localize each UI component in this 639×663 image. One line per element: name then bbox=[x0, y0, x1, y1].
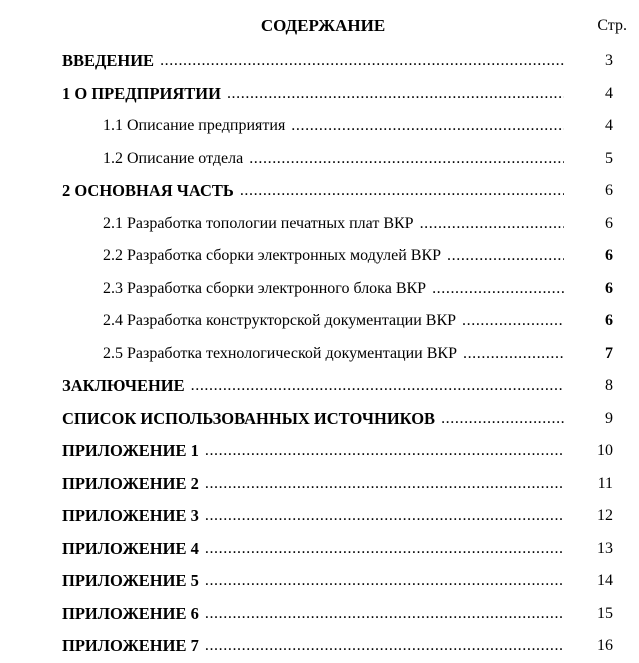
toc-entry-page: 5 bbox=[605, 149, 613, 167]
toc-header bbox=[0, 14, 639, 38]
toc-entry-page: 15 bbox=[597, 604, 613, 622]
toc-leader-dots bbox=[227, 84, 564, 104]
toc-entry bbox=[0, 533, 639, 566]
toc-leader-dots bbox=[205, 636, 564, 656]
toc-leader-dots bbox=[160, 51, 564, 71]
toc-entry-label: ВВЕДЕНИЕ bbox=[62, 51, 155, 71]
toc-entry-page: 4 bbox=[605, 117, 613, 135]
toc-entry-label: ЗАКЛЮЧЕНИЕ bbox=[62, 376, 185, 396]
toc-entry-label: 2.4 Разработка конструкторской документации ВКР bbox=[103, 312, 457, 330]
toc-entry-label: 1 О ПРЕДПРИЯТИИ bbox=[62, 83, 221, 103]
toc-entry bbox=[0, 468, 639, 501]
toc-entry bbox=[0, 208, 639, 241]
toc-leader-dots bbox=[205, 506, 564, 526]
toc-entry bbox=[0, 305, 639, 338]
toc-entry-label: ПРИЛОЖЕНИЕ 4 bbox=[62, 538, 199, 558]
toc-entry-page: 3 bbox=[605, 52, 613, 70]
toc-leader-dots bbox=[291, 116, 564, 136]
toc-leader-dots bbox=[420, 214, 564, 234]
toc-entry bbox=[0, 370, 639, 403]
toc-entry-page: 9 bbox=[605, 409, 613, 427]
toc-entry bbox=[0, 110, 639, 143]
toc-entry-page: 11 bbox=[597, 474, 613, 492]
toc-entry bbox=[0, 565, 639, 598]
toc-leader-dots bbox=[205, 441, 564, 461]
toc-leader-dots bbox=[205, 474, 564, 494]
toc-entry-label: 2.3 Разработка сборки электронного блока ВКР bbox=[103, 279, 427, 297]
toc-entry-page: 7 bbox=[605, 344, 613, 362]
toc-leader-dots bbox=[191, 376, 564, 396]
toc-leader-dots bbox=[205, 604, 564, 624]
toc-entry-label: ПРИЛОЖЕНИЕ 3 bbox=[62, 506, 199, 526]
toc-entry-page: 13 bbox=[597, 539, 613, 557]
page-column-label: Стр. bbox=[597, 17, 627, 34]
toc-entry-label: 2.2 Разработка сборки электронных модулей ВКР bbox=[103, 247, 442, 265]
toc-entry-page: 8 bbox=[605, 377, 613, 395]
toc-entry bbox=[0, 435, 639, 468]
toc-entry bbox=[0, 273, 639, 306]
toc-entry bbox=[0, 175, 639, 208]
toc-entry-page: 4 bbox=[605, 84, 613, 102]
toc-entry-label: ПРИЛОЖЕНИЕ 1 bbox=[62, 441, 199, 461]
toc-entry-label: 2.5 Разработка технологической документации ВКР bbox=[103, 344, 457, 362]
toc-entry-label: ПРИЛОЖЕНИЕ 2 bbox=[62, 473, 199, 493]
toc-title: СОДЕРЖАНИЕ bbox=[260, 16, 386, 35]
toc-entry bbox=[0, 78, 639, 111]
toc-leader-dots bbox=[432, 279, 564, 299]
toc-entry-page: 10 bbox=[597, 442, 613, 460]
toc-leader-dots bbox=[205, 539, 564, 559]
toc-entry bbox=[0, 143, 639, 176]
toc-entry bbox=[0, 338, 639, 371]
toc-leader-dots bbox=[240, 181, 564, 201]
toc-list bbox=[0, 45, 639, 663]
toc-entry-page: 14 bbox=[597, 572, 613, 590]
toc-entry-label: 2 ОСНОВНАЯ ЧАСТЬ bbox=[62, 181, 234, 201]
toc-entry-page: 6 bbox=[605, 312, 613, 330]
toc-entry bbox=[0, 630, 639, 663]
toc-entry bbox=[0, 403, 639, 436]
toc-entry-label: ПРИЛОЖЕНИЕ 6 bbox=[62, 603, 199, 623]
toc-entry-page: 6 bbox=[605, 279, 613, 297]
toc-entry-label: ПРИЛОЖЕНИЕ 5 bbox=[62, 571, 199, 591]
toc-entry-page: 12 bbox=[597, 507, 613, 525]
toc-entry-page: 16 bbox=[597, 637, 613, 655]
toc-leader-dots bbox=[205, 571, 564, 591]
toc-entry-label: 2.1 Разработка топологии печатных плат ВКР bbox=[103, 214, 414, 232]
toc-entry bbox=[0, 240, 639, 273]
toc-leader-dots bbox=[249, 149, 564, 169]
toc-entry-label: СПИСОК ИСПОЛЬЗОВАННЫХ ИСТОЧНИКОВ bbox=[62, 408, 436, 428]
toc-entry-label: 1.2 Описание отдела bbox=[103, 149, 244, 167]
toc-leader-dots bbox=[447, 246, 564, 266]
toc-entry-label: ПРИЛОЖЕНИЕ 7 bbox=[62, 636, 199, 656]
toc-leader-dots bbox=[462, 311, 564, 331]
toc-entry bbox=[0, 500, 639, 533]
toc-entry-page: 6 bbox=[605, 247, 613, 265]
toc-entry-label: 1.1 Описание предприятия bbox=[103, 117, 286, 135]
toc-entry bbox=[0, 598, 639, 631]
toc-leader-dots bbox=[463, 344, 564, 364]
toc-entry-page: 6 bbox=[605, 182, 613, 200]
toc-entry-page: 6 bbox=[605, 214, 613, 232]
toc-entry bbox=[0, 45, 639, 78]
toc-leader-dots bbox=[441, 409, 564, 429]
